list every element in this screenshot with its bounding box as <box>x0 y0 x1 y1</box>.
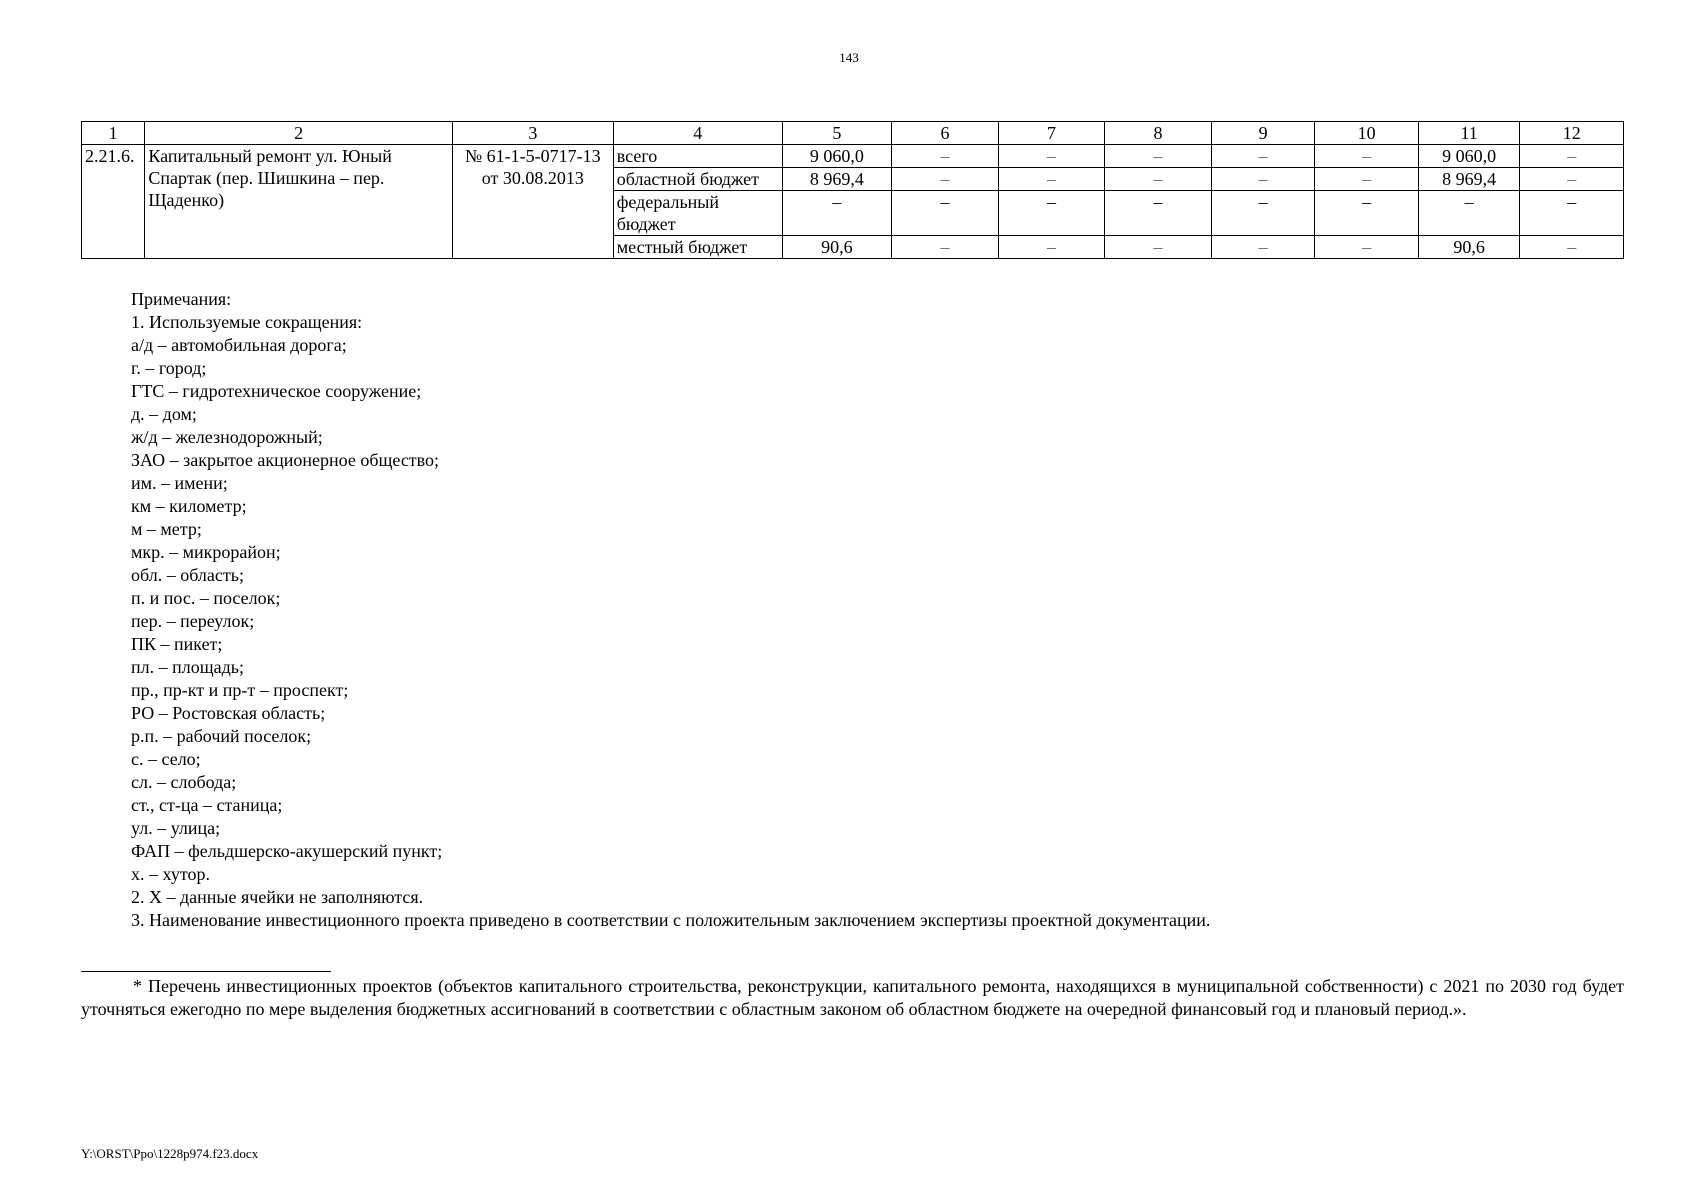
value-cell: – <box>892 236 999 259</box>
value-cell: – <box>892 145 999 168</box>
header-cell: 4 <box>613 122 782 145</box>
value-cell: – <box>998 191 1105 236</box>
value-cell: – <box>1315 168 1419 191</box>
note-line: ГТС – гидротехническое сооружение; <box>131 381 422 401</box>
footnote-divider <box>81 971 331 972</box>
value-cell: – <box>1315 236 1419 259</box>
note-line: ЗАО – закрытое акционерное общество; <box>131 450 440 470</box>
value-cell: – <box>1418 191 1520 236</box>
notes-section <box>131 288 1210 932</box>
value-cell: – <box>1105 236 1212 259</box>
value-cell: – <box>998 145 1105 168</box>
value-cell: – <box>998 236 1105 259</box>
note-line: ст., ст-ца – станица; <box>131 795 283 815</box>
value-cell: – <box>892 191 999 236</box>
value-cell: – <box>1520 191 1624 236</box>
note-line: пр., пр-кт и пр-т – проспект; <box>131 680 349 700</box>
note-line: х. – хутор. <box>131 864 210 884</box>
value-cell: – <box>1105 191 1212 236</box>
value-cell: 8 969,4 <box>782 168 892 191</box>
note-line: ПК – пикет; <box>131 634 223 654</box>
note-line: 2. Х – данные ячейки не заполняются. <box>131 887 424 907</box>
value-cell: – <box>782 191 892 236</box>
header-cell: 5 <box>782 122 892 145</box>
value-cell: – <box>1315 191 1419 236</box>
header-cell: 8 <box>1105 122 1212 145</box>
note-line: обл. – область; <box>131 565 244 585</box>
note-line: ул. – улица; <box>131 818 221 838</box>
header-cell: 10 <box>1315 122 1419 145</box>
header-cell: 7 <box>998 122 1105 145</box>
note-line: д. – дом; <box>131 404 197 424</box>
row-number: 2.21.6. <box>82 145 145 259</box>
note-line: 1. Используемые сокращения: <box>131 312 363 332</box>
header-cell: 9 <box>1211 122 1315 145</box>
note-line: ФАП – фельдшерско-акушерский пункт; <box>131 841 443 861</box>
value-cell: 8 969,4 <box>1418 168 1520 191</box>
source-label: всего <box>613 145 782 168</box>
note-line: пер. – переулок; <box>131 611 255 631</box>
value-cell: – <box>1211 145 1315 168</box>
note-line: им. – имени; <box>131 473 228 493</box>
note-line: пл. – площадь; <box>131 657 244 677</box>
note-line: г. – город; <box>131 358 207 378</box>
note-line: п. и пос. – поселок; <box>131 588 281 608</box>
value-cell: 90,6 <box>1418 236 1520 259</box>
page-number: 143 <box>839 50 859 65</box>
value-cell: – <box>1211 168 1315 191</box>
header-cell: 6 <box>892 122 999 145</box>
note-line: а/д – автомобильная дорога; <box>131 335 347 355</box>
value-cell: – <box>1105 168 1212 191</box>
note-line: р.п. – рабочий поселок; <box>131 726 312 746</box>
table-row <box>82 145 1624 168</box>
note-line: мкр. – микрорайон; <box>131 542 281 562</box>
footnote: * Перечень инвестиционных проектов (объектов капитального строительства, реконструкции, капитального ремонта, находящихся в муниципальной собственности) с 2021 по 2030 год будет уточняться ежегодно по мере выделения бюджетных ассигнований в соответствии с областным законом об областном бюджете на очередной финансовый год и плановый период.». <box>81 976 1624 1019</box>
header-cell: 3 <box>452 122 613 145</box>
value-cell: – <box>1315 145 1419 168</box>
value-cell: – <box>1211 236 1315 259</box>
header-row <box>82 122 1624 145</box>
investment-table <box>81 121 1624 259</box>
note-line: РО – Ростовская область; <box>131 703 326 723</box>
value-cell: 9 060,0 <box>782 145 892 168</box>
note-line: сл. – слобода; <box>131 772 237 792</box>
header-cell: 2 <box>145 122 453 145</box>
expertise-doc: № 61-1-5-0717-13 от 30.08.2013 <box>452 145 613 259</box>
header-cell: 11 <box>1418 122 1520 145</box>
notes-title: Примечания: <box>131 289 232 309</box>
value-cell: – <box>1520 236 1624 259</box>
value-cell: – <box>892 168 999 191</box>
value-cell: 9 060,0 <box>1418 145 1520 168</box>
source-label: федеральный бюджет <box>613 191 782 236</box>
note-line: ж/д – железнодорожный; <box>131 427 323 447</box>
note-line: с. – село; <box>131 749 201 769</box>
source-label: областной бюджет <box>613 168 782 191</box>
header-cell: 12 <box>1520 122 1624 145</box>
note-line: 3. Наименование инвестиционного проекта приведено в соответствии с положительным заключением экспертизы проектной документации. <box>131 910 1211 930</box>
value-cell: – <box>1105 145 1212 168</box>
source-label: местный бюджет <box>613 236 782 259</box>
project-name: Капитальный ремонт ул. Юный Спартак (пер. Шишкина – пер. Щаденко) <box>145 145 453 259</box>
value-cell: – <box>1211 191 1315 236</box>
file-path: Y:\ORST\Ppo\1228p974.f23.docx <box>81 1146 259 1161</box>
note-line: м – метр; <box>131 519 202 539</box>
value-cell: 90,6 <box>782 236 892 259</box>
value-cell: – <box>1520 168 1624 191</box>
value-cell: – <box>998 168 1105 191</box>
note-line: км – километр; <box>131 496 247 516</box>
value-cell: – <box>1520 145 1624 168</box>
header-cell: 1 <box>82 122 145 145</box>
